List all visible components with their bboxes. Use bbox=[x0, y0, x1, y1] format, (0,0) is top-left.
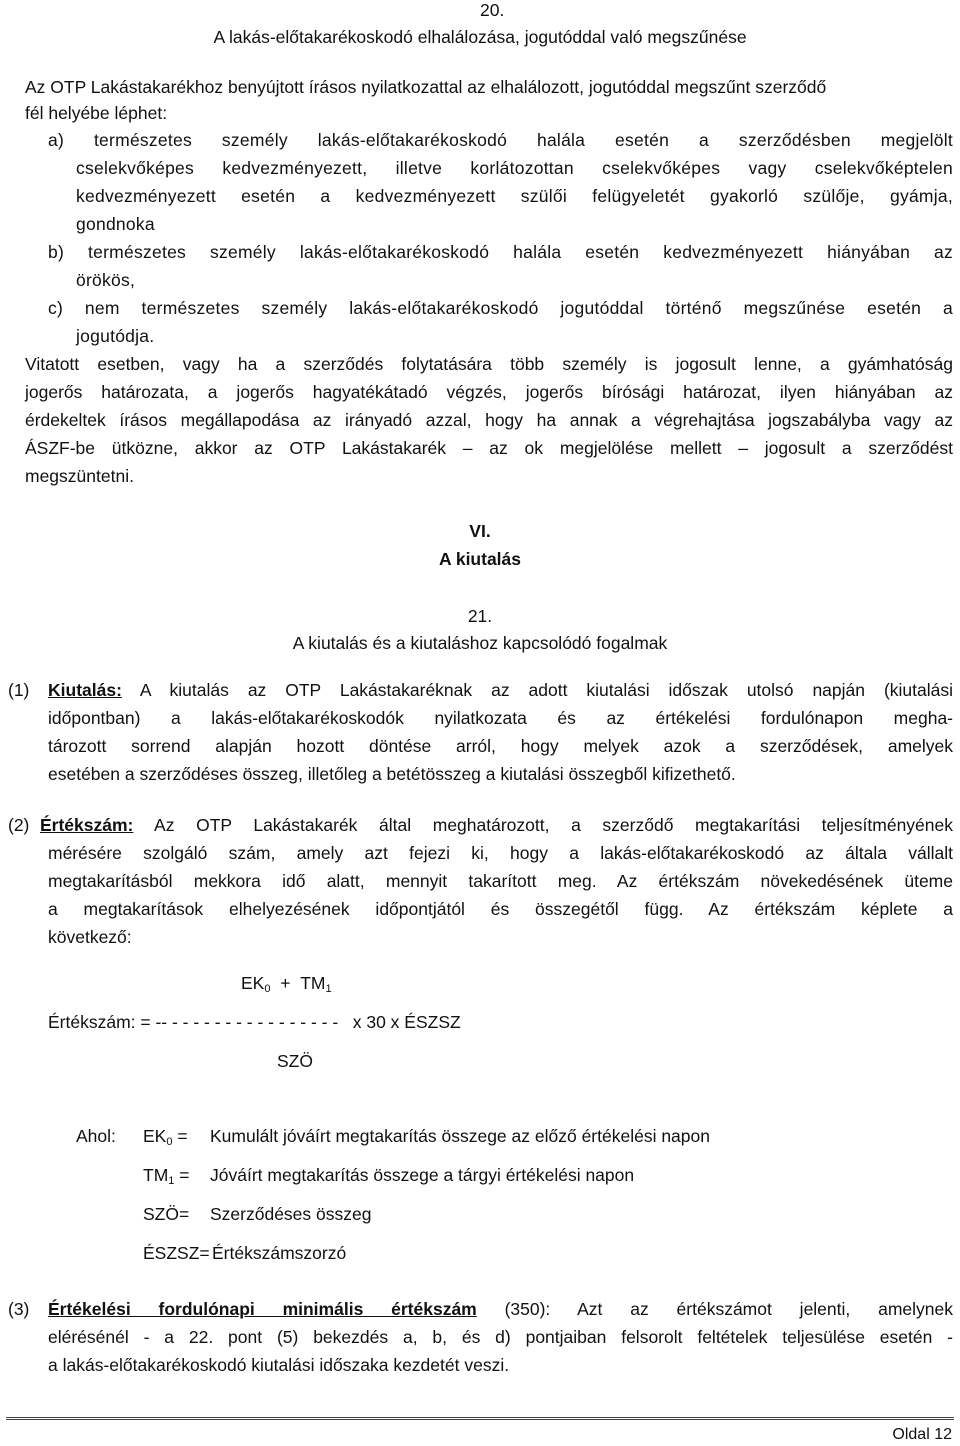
para-3-term: Értékelési fordulónapi minimális értékszám bbox=[48, 1299, 477, 1319]
item-c-line1: c) nem természetes személy lakás-előtakarékoskodó jogutóddal történő megszűnése esetén a bbox=[48, 298, 953, 318]
para-3-number: (3) bbox=[8, 1299, 30, 1319]
section-20-intro-line1: Az OTP Lakástakarékhoz benyújtott írásos nyilatkozattal az elhalálozott, jogutóddal megszűnt szerződő bbox=[25, 77, 827, 97]
para-3-line3: a lakás-előtakarékoskodó kiutalási időszaka kezdetét veszi. bbox=[48, 1355, 510, 1375]
formula-tm-sub: 1 bbox=[325, 983, 332, 995]
para-2-line2: mérésére szolgáló szám, amely azt fejezi ki, hogy a lakás-előtakarékoskodó az általa vállalt bbox=[48, 843, 953, 863]
defs-ahol: Ahol: bbox=[76, 1126, 116, 1146]
item-a-line2: cselekvőképes kedvezményezett, illetve korlátozottan cselekvőképes vagy cselekvőképtelen bbox=[76, 158, 953, 178]
def-szo-text: Szerződéses összeg bbox=[210, 1204, 372, 1224]
para-2-line4: a megtakarítások elhelyezésének időpontjától és összegétől függ. Az értékszám képlete a bbox=[48, 899, 953, 919]
para-1-line4: esetében a szerződéses összeg, illetőleg a betétösszeg a kiutalási összegből kifizethető. bbox=[48, 764, 736, 784]
def-ek-eq: = bbox=[177, 1126, 188, 1146]
section-21-number: 21. bbox=[467, 606, 493, 626]
para-2-term: Értékszám: bbox=[40, 815, 134, 835]
def-ek-sub: 0 bbox=[166, 1136, 173, 1148]
section-20-intro-line2: fél helyébe léphet: bbox=[25, 103, 168, 123]
def-ek-label bbox=[143, 1122, 188, 1150]
def-ek-text: Kumulált jóváírt megtakarítás összege az előző értékelési napon bbox=[210, 1126, 710, 1146]
section-20-number: 20. bbox=[480, 0, 505, 20]
item-b-line2: örökös, bbox=[76, 270, 136, 290]
chapter-title: A kiutalás bbox=[438, 549, 522, 569]
chapter-number: VI. bbox=[469, 521, 491, 541]
def-tm-label bbox=[143, 1161, 190, 1189]
para-2-number: (2) bbox=[8, 815, 30, 835]
para-3-line1-text: (350): Azt az értékszámot jelenti, amelynek bbox=[504, 1299, 953, 1319]
para-1-line2: időpontban) a lakás-előtakarékoskodók nyilatkozata és az értékelési fordulónapon megha- bbox=[48, 708, 953, 728]
para-1-term: Kiutalás: bbox=[48, 680, 122, 700]
section-20-p2-line2: jogerős határozata, a jogerős hagyatékátadó végzés, jogerős bírósági határozat, ilyen hiányában az bbox=[25, 382, 953, 402]
section-21-title: A kiutalás és a kiutaláshoz kapcsolódó fogalmak bbox=[292, 633, 668, 653]
section-20-title: A lakás-előtakarékoskodó elhalálozása, jogutóddal való megszűnése bbox=[213, 27, 747, 47]
formula-line: Értékszám: = -- - - - - - - - - - - - - - - - - x 30 x ÉSZSZ bbox=[48, 1012, 461, 1032]
para-2-line5: következő: bbox=[48, 927, 132, 947]
para-1-number: (1) bbox=[8, 680, 30, 700]
def-tm-text: Jóváírt megtakarítás összege a tárgyi értékelési napon bbox=[210, 1165, 635, 1185]
para-2-line3: megtakarításból mekkora idő alatt, mennyit takarított meg. Az értékszám növekedésének üteme bbox=[48, 871, 953, 891]
para-2-line1-text: Az OTP Lakástakarék által meghatározott, a szerződő megtakarítási teljesítményének bbox=[154, 815, 954, 835]
formula-ek-sub: 0 bbox=[264, 983, 271, 995]
section-20-p2-line4: ÁSZF-be ütközne, akkor az OTP Lakástakarék – az ok megjelölése mellett – jogosult a szerződést bbox=[25, 438, 953, 458]
formula-plus: + bbox=[280, 973, 291, 993]
def-eszsz-label: ÉSZSZ= bbox=[143, 1243, 210, 1263]
item-a-line1: a) természetes személy lakás-előtakarékoskodó halála esetén a szerződésben megjelölt bbox=[48, 130, 953, 150]
footer-rule bbox=[6, 1417, 954, 1420]
item-a-line3: kedvezményezett esetén a kedvezményezett szülői felügyeletét gyakorló szülője, gyámja, bbox=[76, 186, 953, 206]
def-eszsz-text: Értékszámszorzó bbox=[212, 1243, 347, 1263]
def-tm-sub: 1 bbox=[168, 1175, 175, 1187]
def-szo-label: SZÖ= bbox=[143, 1204, 190, 1224]
def-tm-eq: = bbox=[179, 1165, 190, 1185]
footer-page-number: Oldal 12 bbox=[892, 1426, 952, 1443]
def-tm-symbol: TM bbox=[143, 1165, 169, 1185]
formula-tm: TM bbox=[300, 973, 326, 993]
item-c-line2: jogutódja. bbox=[76, 326, 155, 346]
def-ek-symbol: EK bbox=[143, 1126, 167, 1146]
para-1-line3: tározott sorrend alapján hozott döntése arról, hogy melyek azok a szerződések, amelyek bbox=[48, 736, 953, 756]
item-a-line4: gondnoka bbox=[76, 214, 155, 234]
para-2-line1 bbox=[40, 811, 953, 839]
formula-ek: EK bbox=[241, 973, 265, 993]
para-3-line2: elérésénél - a 22. pont (5) bekezdés a, b, és d) pontjaiban felsorolt feltételek teljesülése esetén - bbox=[48, 1327, 953, 1347]
para-1-line1 bbox=[48, 676, 953, 704]
item-b-line1: b) természetes személy lakás-előtakarékoskodó halála esetén kedvezményezett hiányában az bbox=[48, 242, 953, 262]
para-3-line1 bbox=[48, 1295, 953, 1323]
formula-numerator bbox=[241, 969, 332, 997]
section-20-p2-line3: érdekeltek írásos megállapodása az irányadó azzal, hogy ha annak a végrehajtása jogszabályba vagy az bbox=[25, 410, 953, 430]
section-20-p2-line5: megszüntetni. bbox=[25, 466, 134, 486]
formula-denominator: SZÖ bbox=[277, 1051, 313, 1071]
para-1-line1-text: A kiutalás az OTP Lakástakaréknak az adott kiutalási időszak utolsó napján (kiutalási bbox=[139, 680, 953, 700]
section-20-p2-line1: Vitatott esetben, vagy ha a szerződés folytatására több személy is jogosult lenne, a gyámhatóság bbox=[25, 354, 953, 374]
